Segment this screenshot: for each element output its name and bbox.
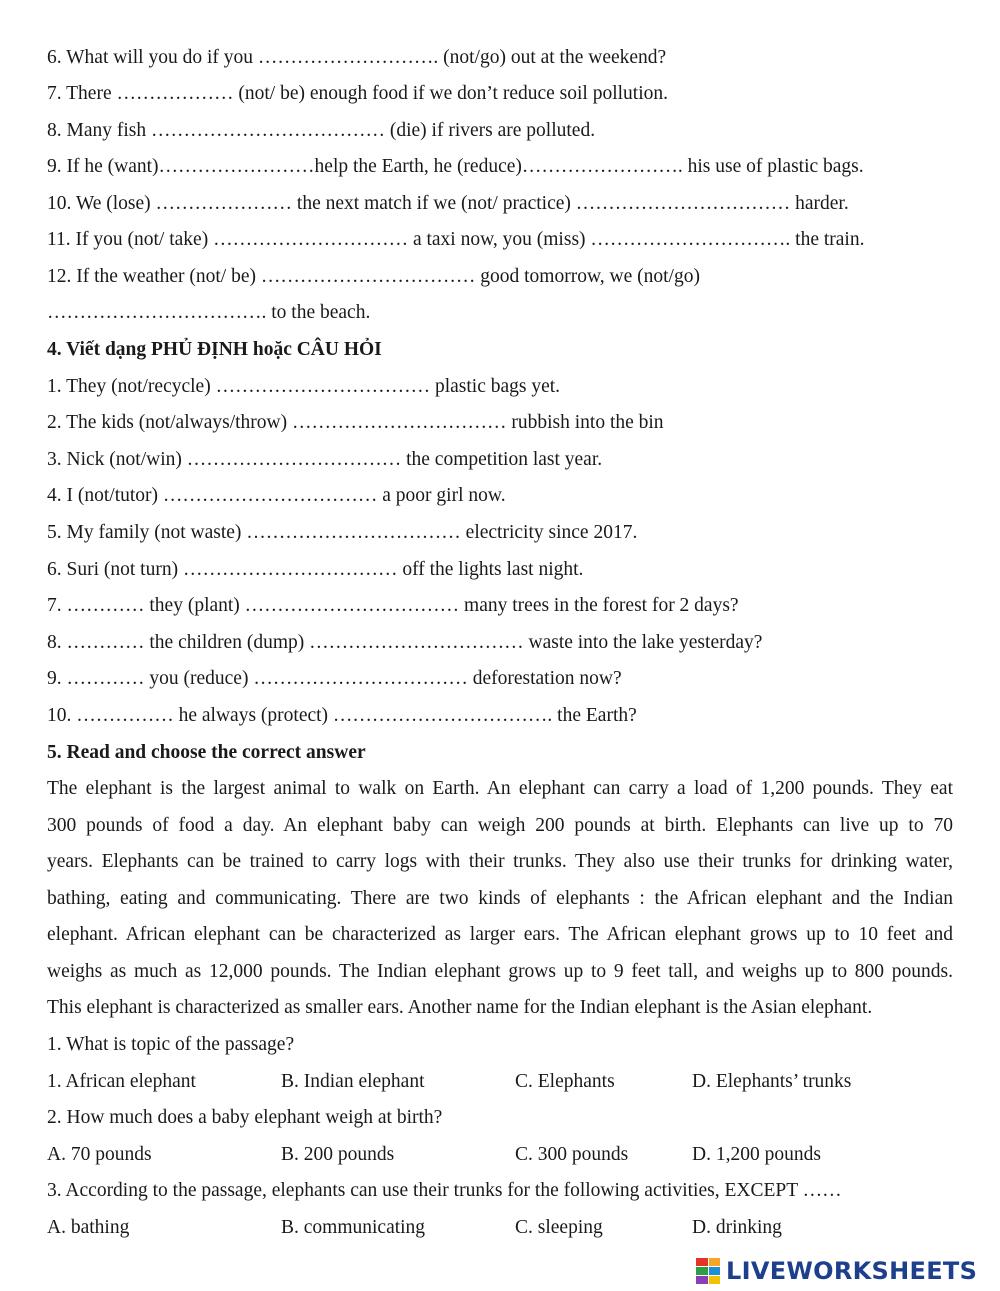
ex4-item-7: 7. ………… they (plant) …………………………… many trees in the forest for 2 days? <box>47 595 739 616</box>
passage-line: 300 pounds of food a day. An elephant baby can weigh 200 pounds at birth. Elephants can live up to 70 <box>47 815 953 836</box>
ex4-item-2: 2. The kids (not/always/throw) …………………………… rubbish into the bin <box>47 412 664 433</box>
brand-name: LIVEWORKSHEETS <box>726 1257 978 1285</box>
liveworksheets-logo <box>696 1255 996 1287</box>
passage-line: This elephant is characterized as smaller ears. Another name for the Indian elephant is the Asian elephant. <box>47 997 873 1018</box>
q2-option-c[interactable]: C. 300 pounds <box>515 1144 629 1165</box>
question-2: 2. How much does a baby elephant weigh at birth? <box>47 1107 443 1128</box>
ex4-item-6: 6. Suri (not turn) …………………………… off the lights last night. <box>47 559 584 580</box>
q3-option-c[interactable]: C. sleeping <box>515 1217 603 1238</box>
ex3-item-9: 9. If he (want)……………………help the Earth, he (reduce)……………………. his use of plastic bags. <box>47 156 864 177</box>
q3-option-a[interactable]: A. bathing <box>47 1217 130 1238</box>
q1-option-d[interactable]: D. Elephants’ trunks <box>692 1071 852 1092</box>
q1-option-a[interactable]: 1. African elephant <box>47 1071 196 1092</box>
q2-option-b[interactable]: B. 200 pounds <box>281 1144 395 1165</box>
passage-line: elephant. African elephant can be characterized as larger ears. The African elephant grows up to 10 feet and <box>47 924 953 945</box>
ex3-item-6: 6. What will you do if you ………………………. (not/go) out at the weekend? <box>47 47 667 68</box>
ex3-item-10: 10. We (lose) ………………… the next match if we (not/ practice) …………………………… harder. <box>47 193 849 214</box>
passage-line: years. Elephants can be trained to carry logs with their trunks. They also use their trunks for drinking water, <box>47 851 953 872</box>
ex3-item-12: 12. If the weather (not/ be) …………………………… good tomorrow, we (not/go) <box>47 266 700 287</box>
passage-line: bathing, eating and communicating. There are two kinds of elephants : the African elephant and the Indian <box>47 888 953 909</box>
passage-line: The elephant is the largest animal to walk on Earth. An elephant can carry a load of 1,200 pounds. They eat <box>47 778 953 799</box>
ex4-item-4: 4. I (not/tutor) …………………………… a poor girl now. <box>47 485 506 506</box>
passage-line: weighs as much as 12,000 pounds. The Indian elephant grows up to 9 feet tall, and weighs up to 800 pounds. <box>47 961 953 982</box>
ex4-item-3: 3. Nick (not/win) …………………………… the competition last year. <box>47 449 603 470</box>
q1-option-c[interactable]: C. Elephants <box>515 1071 615 1092</box>
q1-option-b[interactable]: B. Indian elephant <box>281 1071 425 1092</box>
q3-option-b[interactable]: B. communicating <box>281 1217 426 1238</box>
ex3-item-12-continued: ……………………………. to the beach. <box>47 302 371 323</box>
q3-option-d[interactable]: D. drinking <box>692 1217 782 1238</box>
q2-option-d[interactable]: D. 1,200 pounds <box>692 1144 821 1165</box>
ex4-item-10: 10. …………… he always (protect) ……………………………. the Earth? <box>47 705 637 726</box>
question-1: 1. What is topic of the passage? <box>47 1034 295 1055</box>
ex3-item-8: 8. Many fish ……………………………… (die) if rivers are polluted. <box>47 120 596 141</box>
ex3-item-11: 11. If you (not/ take) ………………………… a taxi now, you (miss) …………………………. the train. <box>47 229 865 250</box>
ex4-heading: 4. Viết dạng PHỦ ĐỊNH hoặc CÂU HỎI <box>47 339 382 360</box>
ex5-heading: 5. Read and choose the correct answer <box>47 742 366 763</box>
ex4-item-1: 1. They (not/recycle) …………………………… plastic bags yet. <box>47 376 561 397</box>
ex3-item-7: 7. There ……………… (not/ be) enough food if we don’t reduce soil pollution. <box>47 83 669 104</box>
ex4-item-8: 8. ………… the children (dump) …………………………… waste into the lake yesterday? <box>47 632 763 653</box>
logo-blocks-icon <box>696 1258 720 1284</box>
ex4-item-9: 9. ………… you (reduce) …………………………… deforestation now? <box>47 668 622 689</box>
question-3: 3. According to the passage, elephants can use their trunks for the following activities, EXCEPT …… <box>47 1180 842 1201</box>
ex4-item-5: 5. My family (not waste) …………………………… electricity since 2017. <box>47 522 638 543</box>
q2-option-a[interactable]: A. 70 pounds <box>47 1144 152 1165</box>
